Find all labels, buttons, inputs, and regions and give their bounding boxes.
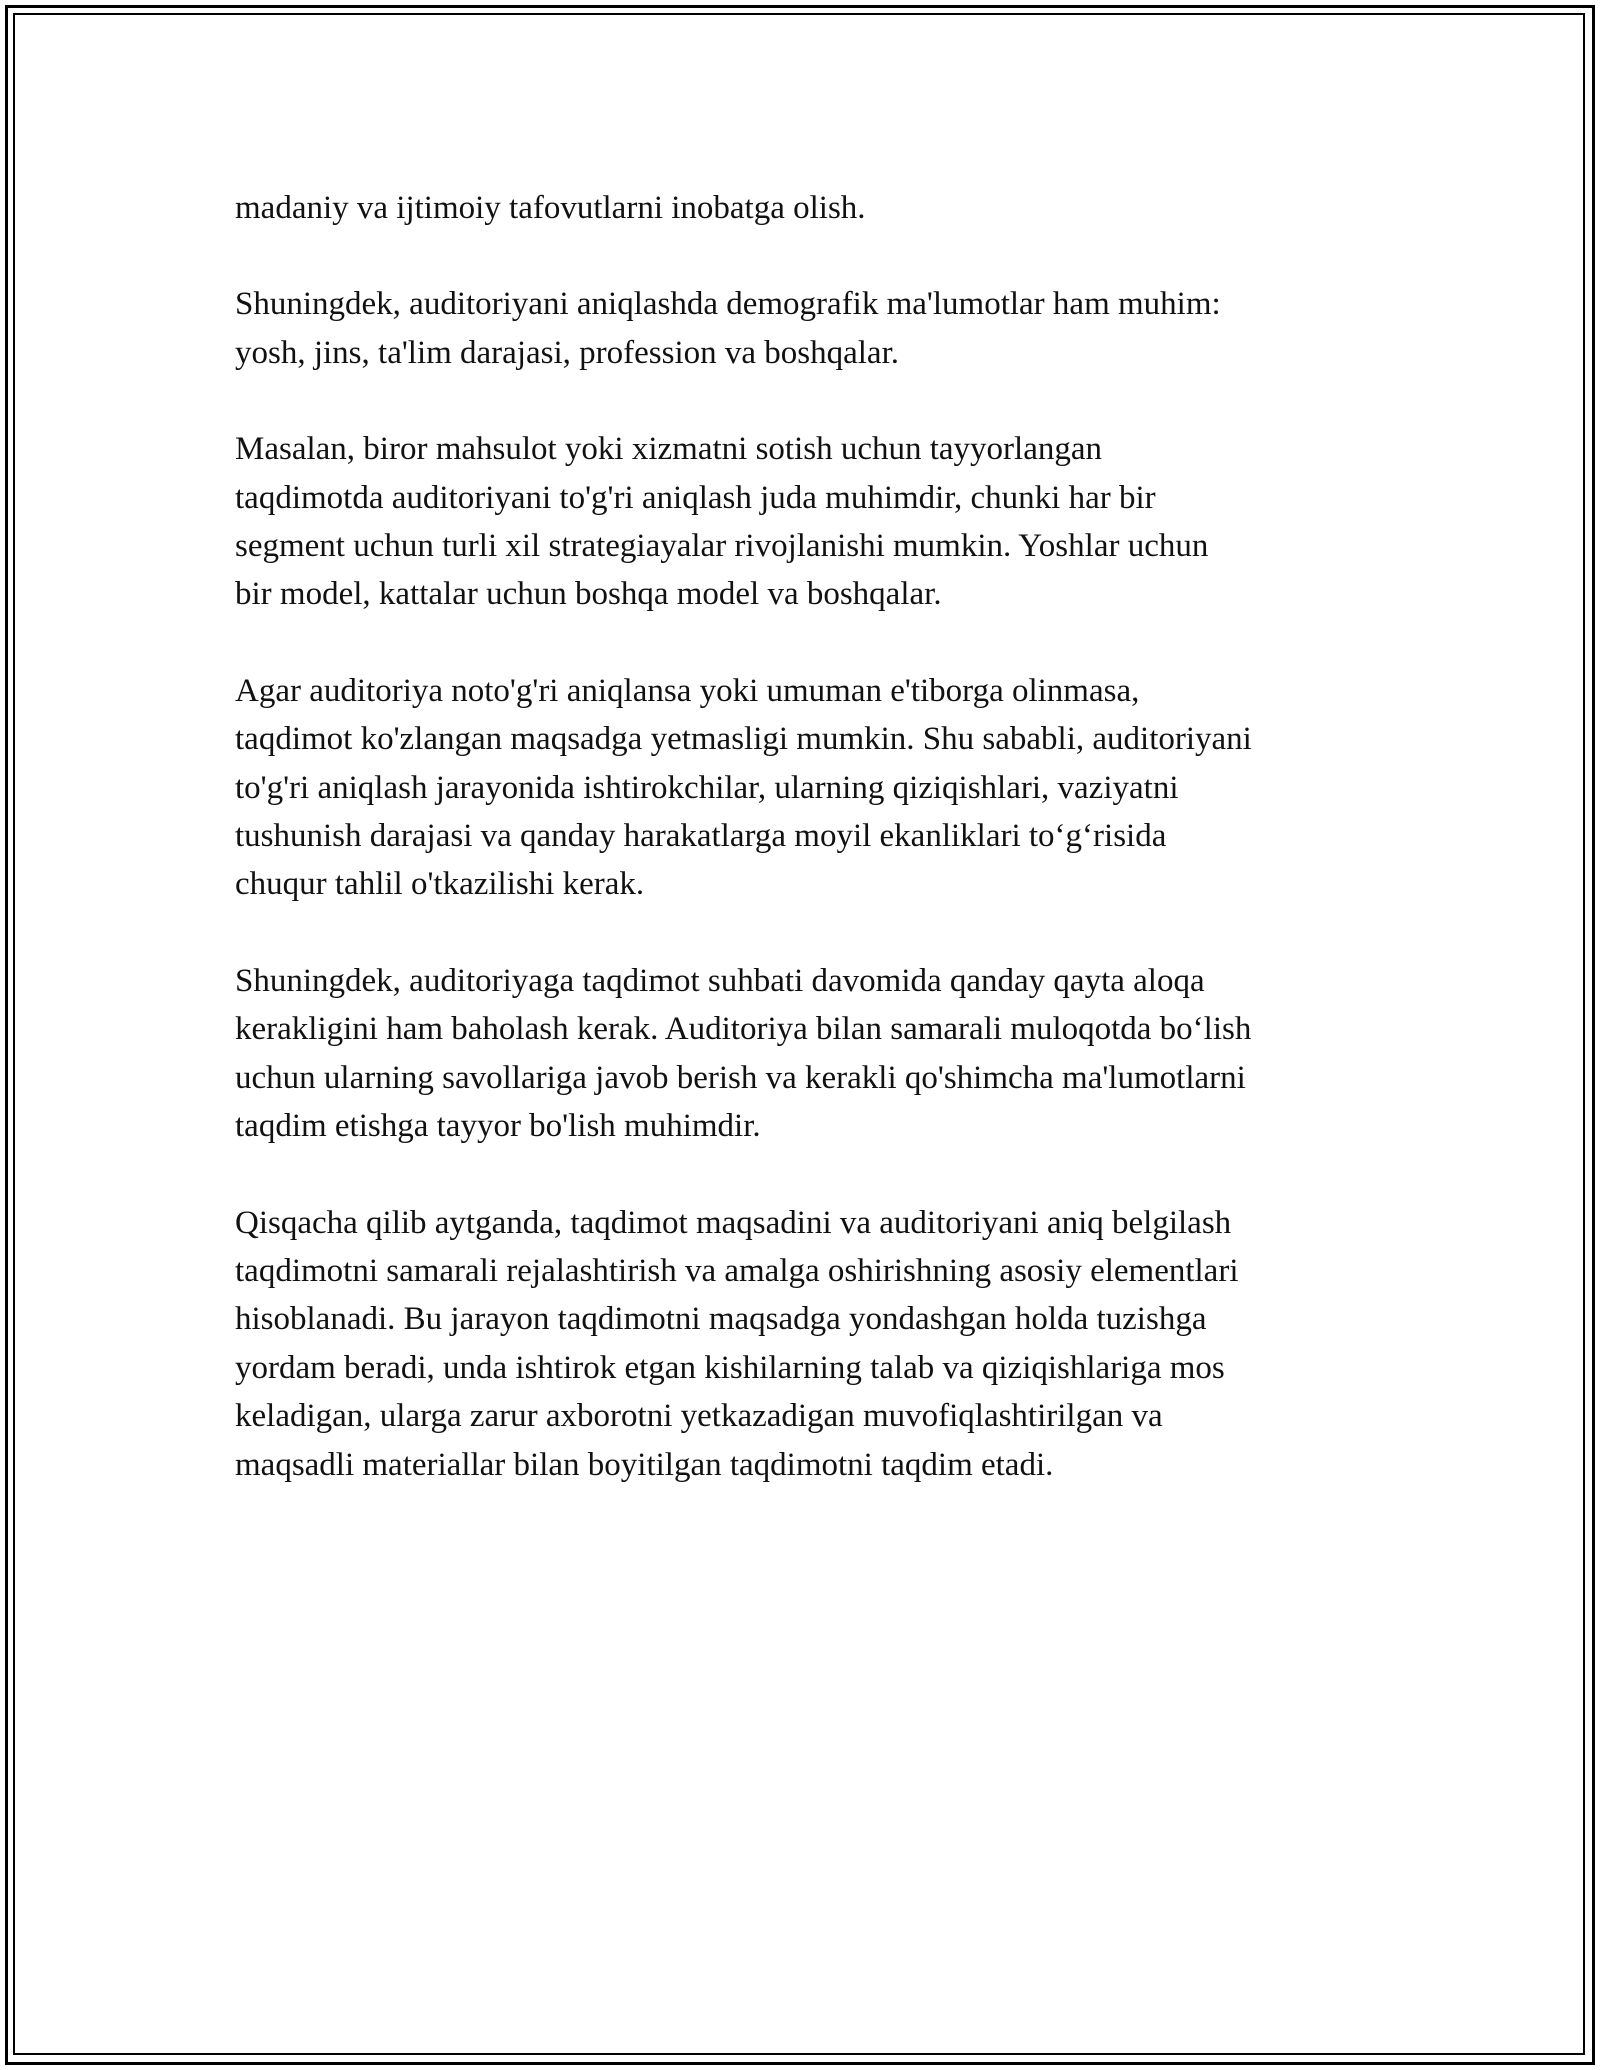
paragraph-2: Shuningdek, auditoriyani aniqlashda demografik ma'lumotlar ham muhim: yosh, jins, ta'lim darajasi, profession va boshqalar. [235, 286, 1221, 371]
paragraph-6: Qisqacha qilib aytganda, taqdimot maqsadini va auditoriyani aniq belgilash taqdimotni samarali rejalashtirish va amalga oshirishning asosiy elementlari hisoblanadi. Bu jarayon taqdimotni maqsadga yondashgan holda tuzishga yordam beradi, unda ishtirok etgan kishilarning talab va qiziqishlariga mos keladigan, ularga zarur axborotni yetkazadigan muvofiqlashtirilgan va maqsadli materiallar bilan boyitilgan taqdimotni taqdim etadi. [235, 1204, 1239, 1483]
paragraph-5: Shuningdek, auditoriyaga taqdimot suhbati davomida qanday qayta aloqa kerakligini ham baholash kerak. Auditoriya bilan samarali muloqotda bo‘lish uchun ularning savollariga javob berish va kerakli qo'shimcha ma'lumotlarni taqdim etishga tayyor bo'lish muhimdir. [235, 962, 1252, 1145]
paragraph-3: Masalan, biror mahsulot yoki xizmatni sotish uchun tayyorlangan taqdimotda auditoriyani to'g'ri aniqlash juda muhimdir, chunki har bir segment uchun turli xil strategiayalar rivojlanishi mumkin. Yoshlar uchun bir model, kattalar uchun boshqa model va boshqalar. [235, 431, 1209, 613]
paragraph-4: Agar auditoriya noto'g'ri aniqlansa yoki umuman e'tiborga olinmasa, taqdimot ko'zlangan maqsadga yetmasligi mumkin. Shu sababli, auditoriyani to'g'ri aniqlash jarayonida ishtirokchilar, ularning qiziqishlari, vaziyatni tushunish darajasi va qanday harakatlarga moyil ekanliklari to‘g‘risida chuqur tahlil o'tkazilishi kerak. [235, 672, 1252, 903]
document-body [235, 184, 1375, 1537]
paragraph-1: madaniy va ijtimoiy tafovutlarni inobatga olish. [235, 190, 866, 226]
